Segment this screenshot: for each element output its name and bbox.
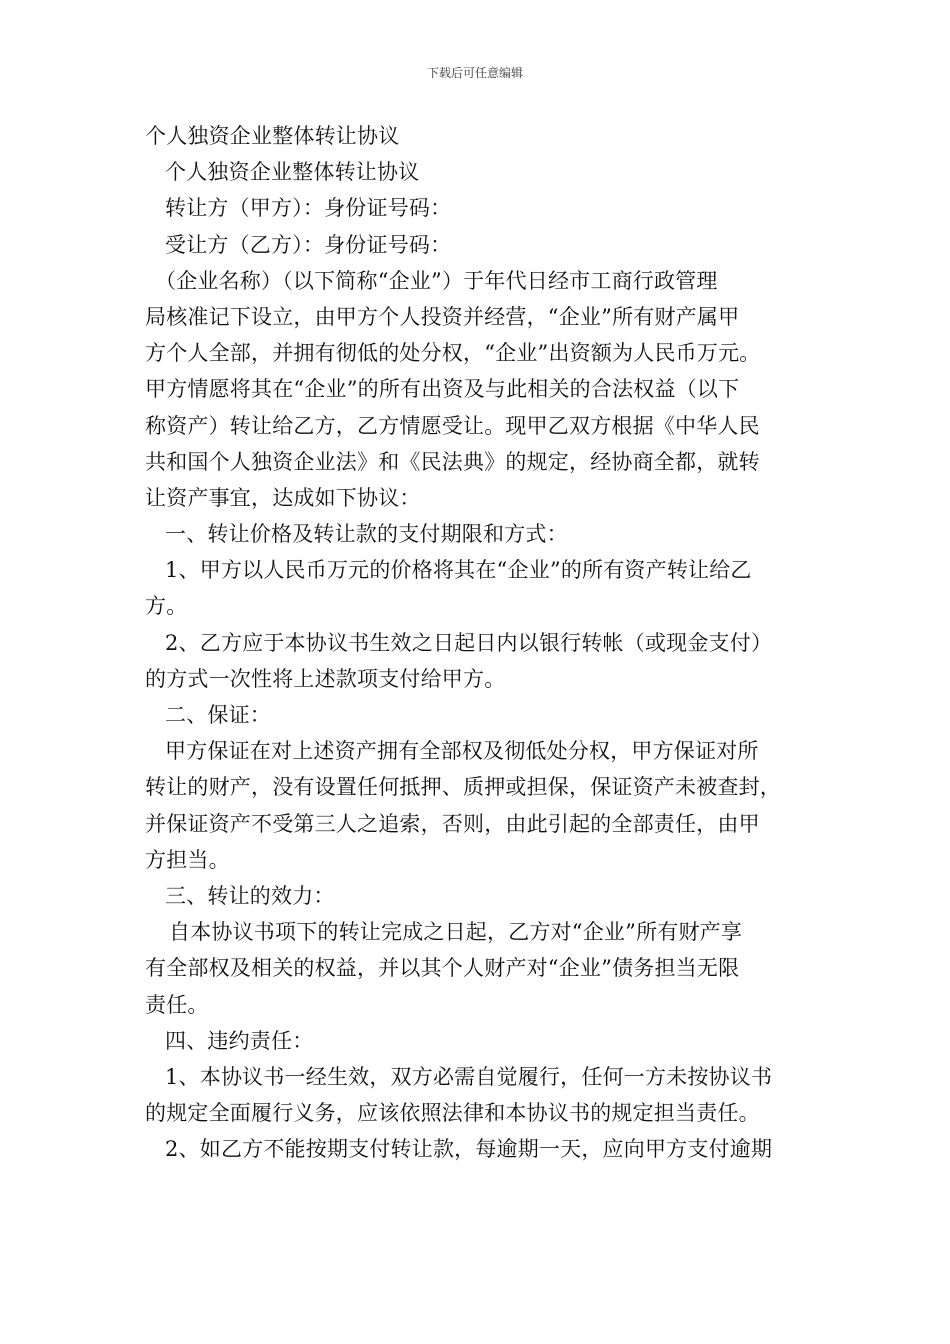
transferor-line: 转让方（甲方）：身份证号码：	[165, 196, 452, 221]
paragraph-line: 让资产事宜，达成如下协议：	[145, 485, 421, 510]
paragraph-line: 方个人全部，并拥有彻低的处分权，“企业”出资额为人民币万元。	[145, 341, 761, 366]
section-heading: 四、违约责任：	[165, 1028, 314, 1053]
paragraph-line: 称资产）转让给乙方，乙方情愿受让。现甲乙双方根据《中华人民	[145, 413, 760, 438]
paragraph-line: 自本协议书项下的转让完成之日起，乙方对“企业”所有财产享	[169, 920, 743, 945]
section-heading: 一、转让价格及转让款的支付期限和方式：	[165, 522, 568, 547]
clause-line: 的规定全面履行义务，应该依照法律和本协议书的规定担当责任。	[145, 1101, 760, 1126]
transferee-line: 受让方（乙方）：身份证号码：	[165, 232, 452, 257]
document-body	[145, 118, 810, 1167]
paragraph-line: 责任。	[145, 992, 209, 1017]
paragraph-line: （企业名称）（以下简称“企业”）于年代日经市工商行政管理	[155, 268, 718, 293]
clause-line: 2、乙方应于本协议书生效之日起日内以银行转帐（或现金支付）	[165, 630, 773, 655]
paragraph-line: 方担当。	[145, 847, 230, 872]
paragraph-line: 甲方情愿将其在“企业”的所有出资及与此相关的合法权益（以下	[145, 377, 740, 402]
clause-line: 2、如乙方不能按期支付转让款，每逾期一天，应向甲方支付逾期	[165, 1137, 773, 1162]
paragraph-line: 局核准记下设立，由甲方个人投资并经营，“企业”所有财产属甲	[145, 304, 740, 329]
paragraph-line: 转让的财产，没有设置任何抵押、质押或担保，保证资产未被查封，	[145, 775, 781, 800]
page-header-note: 下载后可任意编辑	[426, 66, 523, 80]
paragraph-line: 甲方保证在对上述资产拥有全部权及彻低处分权，甲方保证对所	[165, 739, 759, 764]
clause-line: 的方式一次性将上述款项支付给甲方。	[145, 666, 506, 691]
section-heading: 三、转让的效力：	[165, 883, 335, 908]
clause-line: 1、本协议书一经生效，双方必需自觉履行，任何一方未按协议书	[165, 1064, 773, 1089]
clause-line: 方。	[145, 594, 188, 619]
document-title: 个人独资企业整体转让协议	[145, 124, 400, 148]
paragraph-line: 有全部权及相关的权益，并以其个人财产对“企业”债务担当无限	[145, 956, 740, 981]
clause-line: 1、甲方以人民币万元的价格将其在“企业”的所有资产转让给乙	[165, 558, 752, 583]
document-heading-repeat: 个人独资企业整体转让协议	[165, 160, 420, 185]
section-heading: 二、保证：	[165, 703, 271, 727]
paragraph-line: 共和国个人独资企业法》和《民法典》的规定，经协商全都，就转	[145, 449, 760, 474]
paragraph-line: 并保证资产不受第三人之追索，否则，由此引起的全部责任，由甲	[145, 811, 760, 836]
